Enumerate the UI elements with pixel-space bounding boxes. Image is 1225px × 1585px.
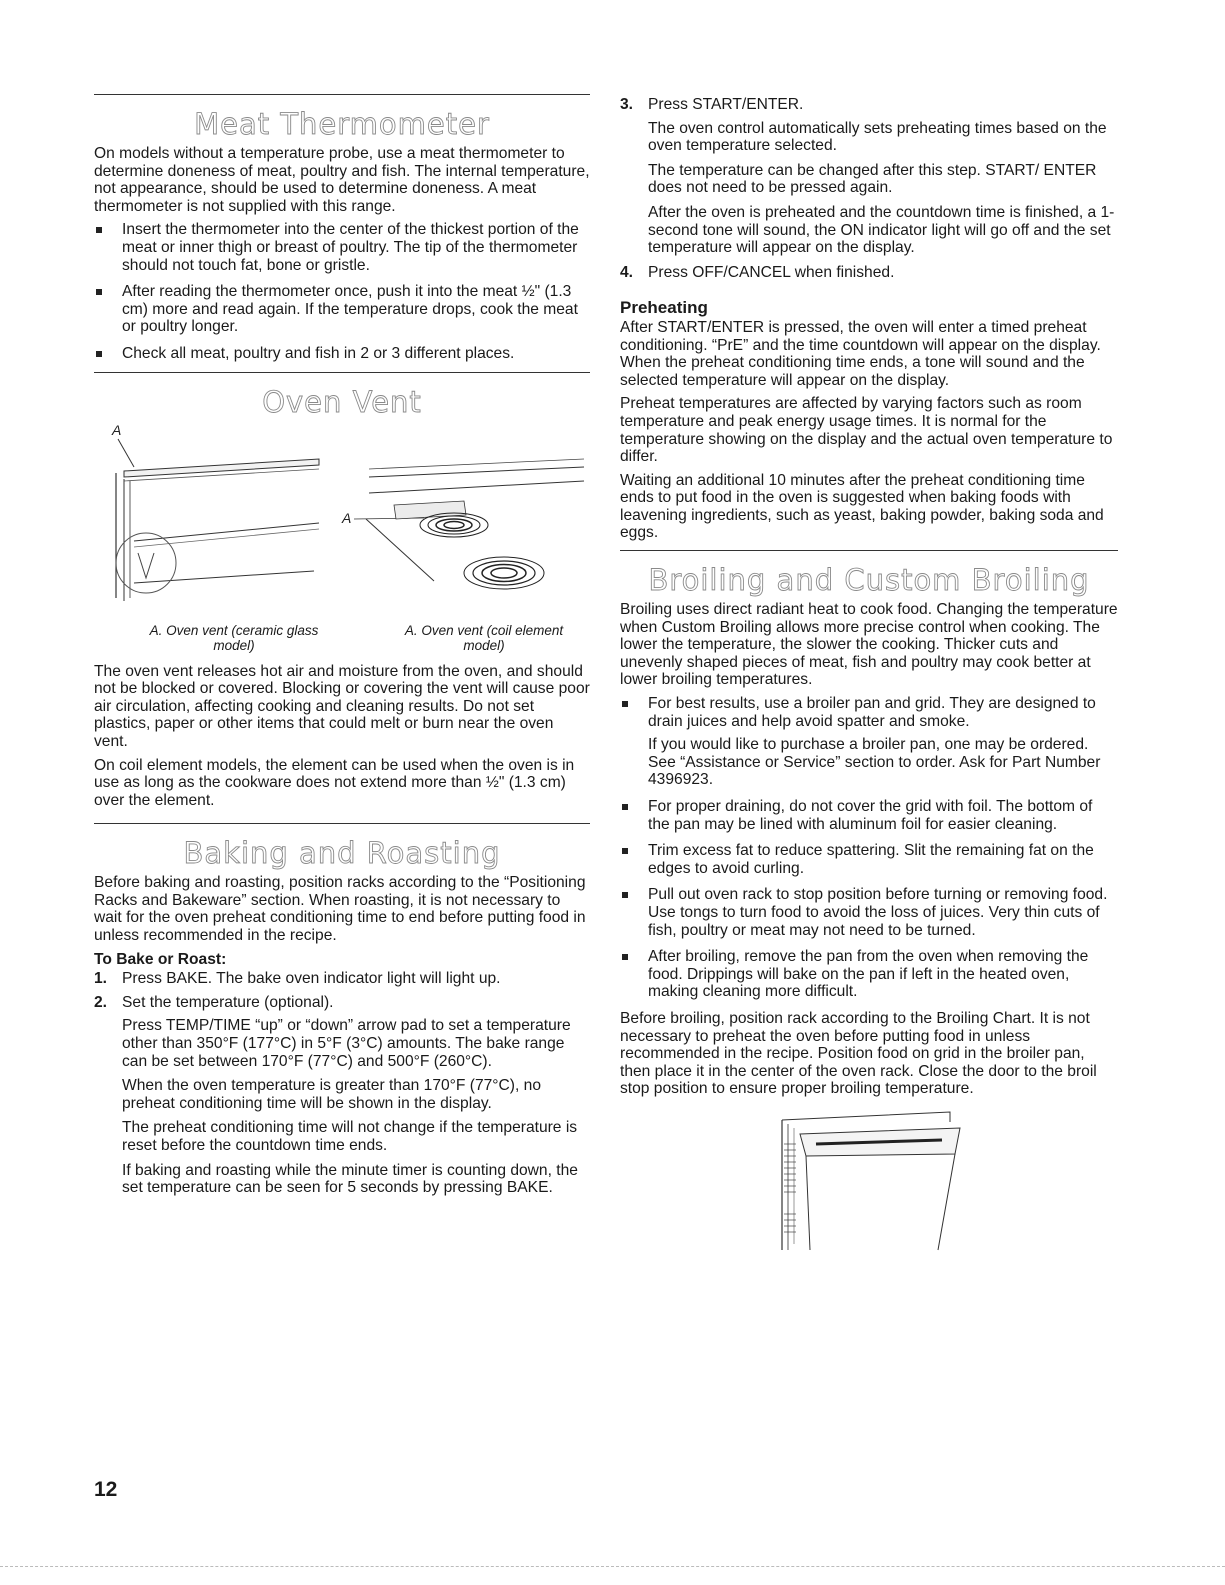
bullet-icon [96,227,102,233]
step-details: Press TEMP/TIME “up” or “down” arrow pad to set a temperature other than 350°F (177°C) in 5°F (3°C) amounts. The bake range can be set between 170°F (77°C) and 500°F (260°C). When the oven temperature is greater than 170°F (77°C), no preheat conditioning time will be shown in the display. The preheat conditioning time will not change if the temperature is reset before the countdown time ends. If baking and roasting while the minute timer is counting down, the set temperature can be seen for 5 seconds by pressing BAKE. [122,1017,578,1197]
section-divider [94,823,590,824]
section-divider [94,372,590,373]
broiling-outro: Before broiling, position rack according to the Broiling Chart. It is not necessary to preheat the oven before putting food in unless recommended in the recipe. Position food on grid in the broiler pan, then place it in the center of the oven rack. Close the door to the broil stop position to ensure proper broiling temperature. [620,1009,1097,1098]
oven-vent-drawing [94,423,590,603]
bullet-icon [622,848,628,854]
page-edge-divider [0,1566,1225,1567]
broiling-bullet-list [620,695,1118,1001]
bake-steps-continued [620,96,1118,281]
list-item: Insert the thermometer into the center of the thickest portion of the meat or inner thigh or breast of poultry. The tip of the thermometer should not touch fat, bone or gristle. [94,221,590,274]
bullet-icon [96,289,102,295]
step-number: 1. [94,970,108,988]
preheating-paragraph: Preheat temperatures are affected by varying factors such as room temperature and peak energy usage times. It is normal for the temperature showing on the display and the actual oven temperature to differ. [620,395,1113,466]
right-column [620,96,1118,1304]
oven-vent-captions [94,623,590,663]
section-divider [620,550,1118,551]
meat-bullet-list [94,221,590,362]
oven-vent-illustration [94,423,590,623]
section-divider [94,94,590,95]
list-item: Check all meat, poultry and fish in 2 or 3 different places. [94,345,590,363]
vent-label-a-coil: A [342,509,352,526]
list-item: For best results, use a broiler pan and grid. They are designed to drain juices and help avoid spatter and smoke. If you would like to purchase a broiler pan, one may be ordered. See “Assistance or Service” section to order. Ask for Part Number 4396923. [620,695,1118,789]
bullet-icon [622,954,628,960]
preheating-paragraph: Waiting an additional 10 minutes after the preheat conditioning time ends to put food in the oven is suggested when baking foods with leavening ingredients, such as yeast, baking powder, baking soda and eggs. [620,471,1104,542]
oven-vent-heading: Oven Vent [262,384,422,419]
bullet-icon [622,701,628,707]
page-number: 12 [94,1478,118,1501]
left-column [94,94,590,1204]
step-number: 4. [620,263,634,281]
vent-label-a-ceramic: A [112,422,122,438]
list-item: For proper draining, do not cover the grid with foil. The bottom of the pan may be lined with aluminum foil for easier cleaning. [620,798,1118,833]
baking-intro: Before baking and roasting, position racks according to the “Positioning Racks and Bakeware” section. When roasting, it is not necessary to wait for the oven preheat conditioning time to end before putting food in unless recommended in the recipe. [94,874,586,945]
broil-door-illustration [620,1104,1118,1304]
vent-paragraph-1: The oven vent releases hot air and moisture from the oven, and should not be blocked or covered. Blocking or covering the vent will cause poor air circulation, affecting cooking and cleaning results. Do not set plastics, paper or other items that could melt or burn near the oven vent. [94,662,590,750]
vent-paragraph-2: On coil element models, the element can be used when the oven is in use as long as the cookware does not extend more than ½" (1.3 cm) over the element. [94,756,575,809]
step-item: 4. Press OFF/CANCEL when finished. [620,263,895,281]
step-details: The oven control automatically sets preheating times based on the oven temperature selected. The temperature can be changed after this step. START/ ENTER does not need to be pressed again. After the oven is preheated and the countdown time is finished, a 1-second tone will sound, the ON indicator light will go off and the set temperature will appear on the display. [648,119,1115,257]
list-item: After broiling, remove the pan from the oven when removing the food. Drippings will bake on the pan if left in the heated oven, making cleaning more difficult. [620,948,1118,1001]
broiling-heading: Broiling and Custom Broiling [648,563,1090,598]
caption-coil: A. Oven vent (coil element model) [404,622,564,653]
bullet-icon [622,892,628,898]
step-item: 2. Set the temperature (optional). Press TEMP/TIME “up” or “down” arrow pad to set a temperature other than 350°F (177°C) in 5°F (3°C) amounts. The bake range can be set between 170°F (77°C) and 500°F (260°C). When the oven temperature is greater than 170°F (77°C), no preheat conditioning time will be shown in the display. The preheat conditioning time will not change if the temperature is reset before the countdown time ends. If baking and roasting while the minute timer is counting down, the set temperature can be seen for 5 seconds by pressing BAKE. [94,994,590,1197]
step-number: 2. [94,993,108,1011]
caption-ceramic: A. Oven vent (ceramic glass model) [149,622,319,653]
step-item: 1. Press BAKE. The bake oven indicator light will light up. [94,970,501,988]
list-item: After reading the thermometer once, push it into the meat ½" (1.3 cm) more and read again. If the temperature drops, cook the meat or poultry longer. [94,283,590,336]
step-item: 3. Press START/ENTER. The oven control automatically sets preheating times based on the oven temperature selected. The temperature can be changed after this step. START/ ENTER does not need to be pressed again. After the oven is preheated and the countdown time is finished, a 1-second tone will sound, the ON indicator light will go off and the set temperature will appear on the display. [620,96,1118,257]
meat-thermometer-heading: Meat Thermometer [194,107,490,141]
step-number: 3. [620,96,634,113]
bullet-icon [96,351,102,357]
bullet-icon [622,804,628,810]
list-item: Trim excess fat to reduce spattering. Slit the remaining fat on the edges to avoid curling. [620,842,1118,877]
preheating-heading: Preheating [620,298,708,318]
broil-door-drawing [620,1104,1118,1254]
baking-roasting-heading: Baking and Roasting [183,836,501,871]
list-item: Pull out oven rack to stop position before turning or removing food. Use tongs to turn food to avoid the loss of juices. Very thin cuts of fish, poultry or meat may not need to be turned. [620,886,1118,939]
to-bake-subheading: To Bake or Roast: [94,950,227,968]
broiling-intro: Broiling uses direct radiant heat to cook food. Changing the temperature when Custom Broiling allows more precise control when cooking. The lower the temperature, the slower the cooking. Thicker cuts and unevenly shaped pieces of meat, fish and poultry may cook better at lower broiling temperatures. [620,601,1118,689]
preheating-paragraph: After START/ENTER is pressed, the oven will enter a timed preheat conditioning. “PrE” and the time countdown will appear on the display. When the preheat conditioning time ends, a tone will sound and the selected temperature will appear on the display. [620,318,1101,389]
bake-steps [94,970,590,1197]
meat-intro: On models without a temperature probe, use a meat thermometer to determine doneness of meat, poultry and fish. The internal temperature, not appearance, should be used to determine doneness. A meat thermometer is not supplied with this range. [94,145,590,215]
